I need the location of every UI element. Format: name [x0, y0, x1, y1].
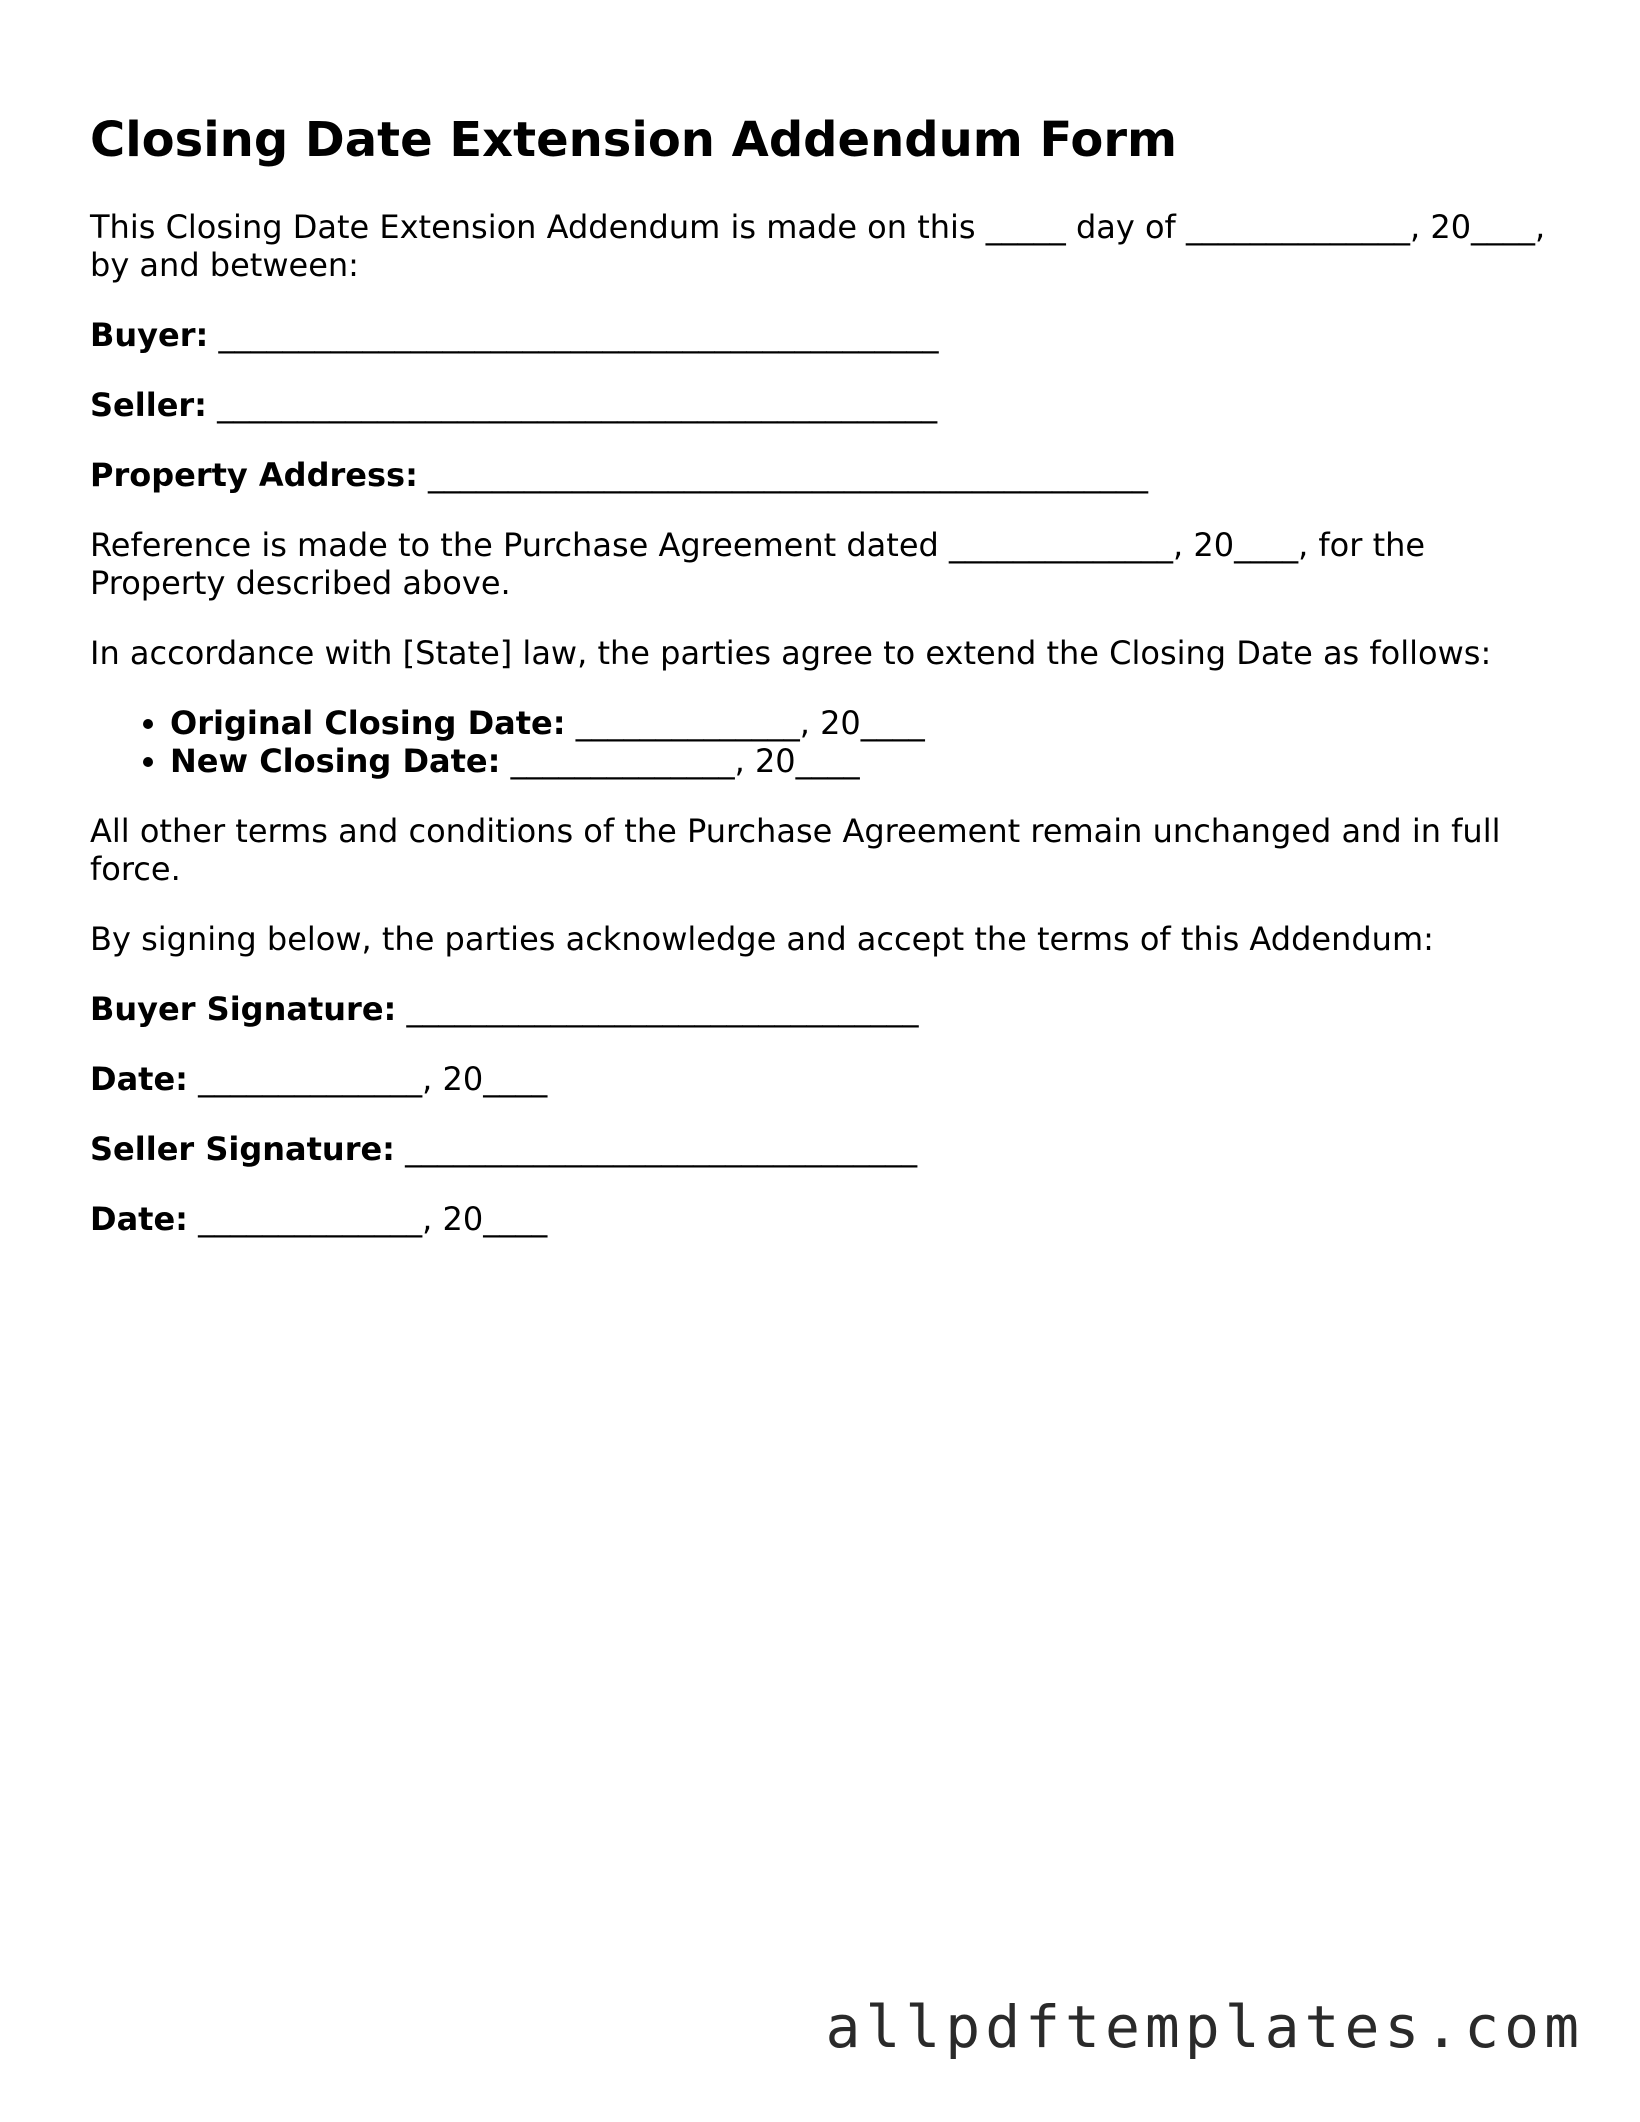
buyer-date-blank[interactable]: ______________, 20____ — [198, 1060, 548, 1098]
property-address-field — [90, 456, 1550, 494]
seller-signature-field — [90, 1130, 1550, 1168]
buyer-date-label: Date: — [90, 1060, 188, 1098]
buyer-signature-label: Buyer Signature: — [90, 990, 397, 1028]
buyer-date-field — [90, 1060, 1550, 1098]
intro-paragraph: This Closing Date Extension Addendum is made on this _____ day of ______________, 20____, by and between: — [90, 208, 1546, 284]
seller-signature-label: Seller Signature: — [90, 1130, 395, 1168]
seller-date-field — [90, 1200, 1550, 1238]
watermark: allpdftemplates.com — [825, 1993, 1584, 2061]
list-item — [170, 704, 1550, 742]
buyer-signature-field — [90, 990, 1550, 1028]
form-title: Closing Date Extension Addendum Form — [90, 112, 1178, 168]
original-closing-date-label: Original Closing Date: — [170, 704, 566, 742]
seller-label: Seller: — [90, 386, 207, 424]
buyer-signature-blank[interactable]: ________________________________ — [406, 990, 919, 1028]
seller-date-blank[interactable]: ______________, 20____ — [198, 1200, 548, 1238]
closing-dates-list — [90, 704, 1550, 780]
property-address-label: Property Address: — [90, 456, 418, 494]
other-terms-paragraph: All other terms and conditions of the Purchase Agreement remain unchanged and in full force. — [90, 812, 1501, 888]
seller-signature-blank[interactable]: ________________________________ — [405, 1130, 918, 1168]
seller-blank[interactable]: _____________________________________________ — [217, 386, 938, 424]
buyer-label: Buyer: — [90, 316, 209, 354]
buyer-blank[interactable]: _____________________________________________ — [218, 316, 939, 354]
document-page — [90, 110, 1550, 1270]
list-item — [170, 742, 1550, 780]
buyer-field — [90, 316, 1550, 354]
new-closing-date-label: New Closing Date: — [170, 742, 501, 780]
seller-field — [90, 386, 1550, 424]
accordance-paragraph: In accordance with [State] law, the parties agree to extend the Closing Date as follows: — [90, 634, 1492, 672]
new-closing-date-blank[interactable]: ______________, 20____ — [510, 742, 860, 780]
reference-paragraph: Reference is made to the Purchase Agreement dated ______________, 20____, for the Property described above. — [90, 526, 1426, 602]
original-closing-date-blank[interactable]: ______________, 20____ — [575, 704, 925, 742]
acknowledge-paragraph: By signing below, the parties acknowledge and accept the terms of this Addendum: — [90, 920, 1434, 958]
seller-date-label: Date: — [90, 1200, 188, 1238]
property-address-blank[interactable]: _____________________________________________ — [428, 456, 1149, 494]
